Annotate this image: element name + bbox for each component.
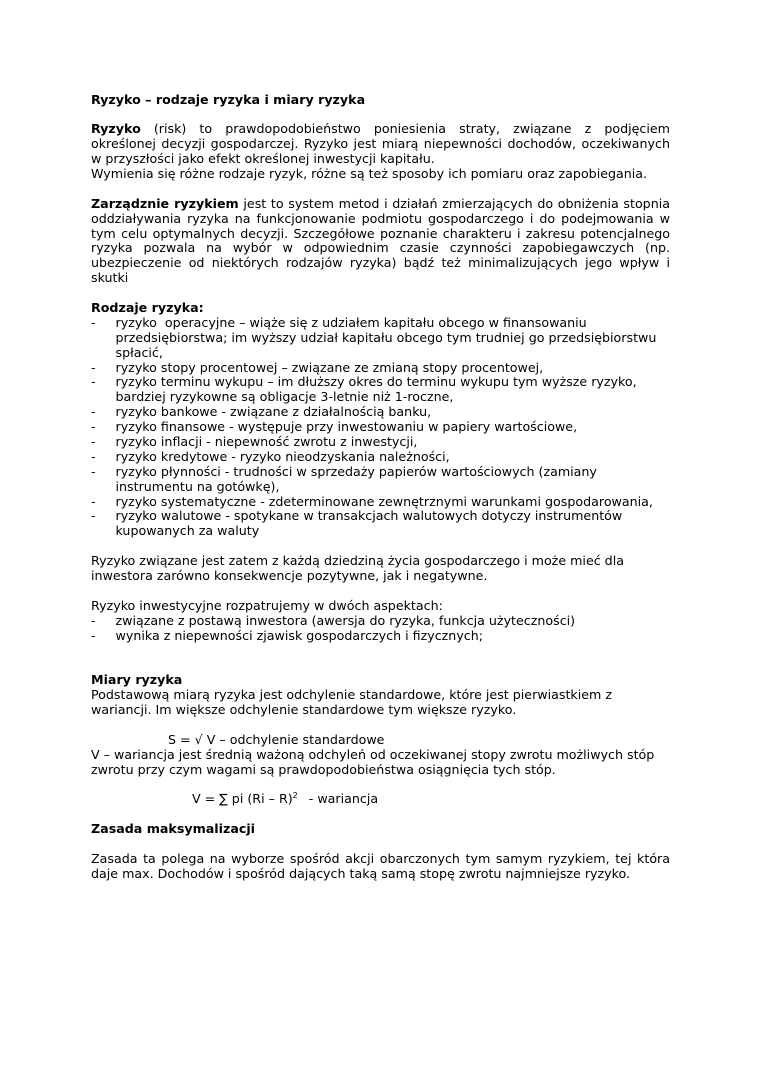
blank-line	[91, 286, 670, 301]
blank-line	[91, 107, 670, 122]
paragraph-line: ubezpieczenie od niektórych rodzajów ryzyka) bądź też minimalizujących jego wpływ i	[91, 255, 670, 271]
list-item-line: związane z postawą inwestora (awersja do ryzyka, funkcja użyteczności)	[115, 612, 576, 628]
risk-management-term: Zarządznie ryzykiem	[91, 195, 239, 211]
maximization-principle-heading: Zasada maksymalizacji	[91, 821, 256, 837]
paragraph-line	[91, 122, 670, 137]
paragraph-line: wariancji. Im większe odchylenie standardowe tym większe ryzyko.	[91, 702, 517, 718]
blank-line	[91, 584, 670, 599]
std-deviation-paragraph	[91, 688, 670, 718]
paragraph-line: inwestora zarówno konsekwencje pozytywne, jak i negatywne.	[91, 568, 488, 583]
list-item-line: ryzyko walutowe - spotykane w transakcjach walutowych dotyczy instrumentów	[115, 508, 623, 524]
risk-type-item	[91, 405, 670, 420]
paragraph-line: w przyszłości jako efekt określonej inwestycji kapitału.	[91, 151, 435, 167]
paragraph-line: daje max. Dochodów i spośród dających taką samą stopę zwrotu najmniejsze ryzyko.	[91, 865, 631, 881]
risk-term: Ryzyko	[91, 121, 141, 137]
list-bullet: -	[91, 448, 96, 464]
variance-formula	[91, 792, 670, 807]
list-item-line: ryzyko systematyczne - zdeterminowane zewnętrznymi warunkami gospodarowania,	[115, 493, 653, 509]
list-bullet: -	[91, 508, 96, 524]
risk-type-item	[91, 361, 670, 376]
investment-risk-aspect-item	[91, 614, 670, 629]
list-item-line: ryzyko operacyjne – wiąże się z udziałem kapitału obcego w finansowaniu	[115, 314, 587, 330]
risk-type-item	[91, 495, 670, 510]
investment-risk-aspects-list	[91, 614, 670, 644]
paragraph-line-text: jest to system metod i działań zmierzających do obniżenia stopnia	[243, 195, 670, 211]
investment-risk-aspect-item	[91, 629, 670, 644]
blank-line	[91, 643, 670, 658]
paragraph-line: oddziaływania ryzyka na funkcjonowanie podmiotu gospodarczego i do podejmowania w	[91, 210, 670, 226]
list-item-line: przedsiębiorstwa; im wyższy udział kapitału obcego tym trudniej go przedsiębiorstwu	[115, 329, 657, 345]
paragraph-line-text: (risk) to prawdopodobieństwo poniesienia straty, związane z podjęciem	[153, 121, 670, 137]
risk-type-item	[91, 435, 670, 450]
list-bullet: -	[91, 493, 96, 509]
paragraph-line: V – wariancja jest średnią ważoną odchyleń od oczekiwanej stopy zwrotu możliwych stóp	[91, 746, 655, 762]
list-bullet: -	[91, 627, 96, 643]
investment-risk-intro: Ryzyko inwestycyjne rozpatrujemy w dwóch aspektach:	[91, 597, 443, 613]
list-item-line: wynika z niepewności zjawisk gospodarczych i fizycznych;	[115, 627, 484, 643]
paragraph-line: tym celu optymalnych decyzji. Szczegółowe poznanie charakteru i zakresu potencjalnego	[91, 225, 670, 241]
risk-management-paragraph	[91, 197, 670, 286]
variance-formula-label: - wariancja	[308, 791, 379, 807]
paragraph-line: zwrotu przy czym wagami są prawdopodobieństwa osiągnięcia tych stóp.	[91, 761, 556, 777]
paragraph-line: Ryzyko związane jest zatem z każdą dziedziną życia gospodarczego i może mieć dla	[91, 553, 624, 569]
paragraph-line: określonej decyzji gospodarczej. Ryzyko jest miarą niepewności dochodów, oczekiwanych	[91, 136, 670, 152]
list-item-line: spłacić,	[115, 344, 163, 360]
list-bullet: -	[91, 463, 96, 479]
list-item-line: ryzyko stopy procentowej – związane ze zmianą stopy procentowej,	[115, 359, 544, 375]
risk-types-list	[91, 316, 670, 539]
list-bullet: -	[91, 612, 96, 628]
risk-type-item	[91, 316, 670, 361]
list-item-line: ryzyko bankowe - związane z działalnością banku,	[115, 404, 432, 420]
document-title: Ryzyko – rodzaje ryzyka i miary ryzyka	[91, 91, 366, 107]
paragraph-line: ryzyka pozwala na wybór w odpowiednim czasie czynności zapobiegawczych (np.	[91, 240, 670, 256]
risk-type-item	[91, 509, 670, 539]
blank-line	[91, 658, 670, 673]
maximization-principle-paragraph	[91, 852, 670, 882]
list-item-line: ryzyko płynności - trudności w sprzedaży papierów wartościowych (zamiany	[115, 463, 597, 479]
blank-line	[91, 837, 670, 852]
list-item-line: ryzyko inflacji - niepewność zwrotu z inwestycji,	[115, 433, 418, 449]
variance-definition-paragraph	[91, 748, 670, 778]
paragraph-line: skutki	[91, 270, 129, 286]
blank-line	[91, 182, 670, 197]
blank-line	[91, 539, 670, 554]
list-bullet: -	[91, 433, 96, 449]
list-item-line: kupowanych za waluty	[115, 523, 260, 539]
risk-type-item	[91, 420, 670, 435]
list-item-line: bardziej ryzykowne są obligacje 3-letnie niż 1-roczne,	[115, 389, 454, 405]
risk-type-item	[91, 375, 670, 405]
list-bullet: -	[91, 404, 96, 420]
paragraph-line: Podstawową miarą ryzyka jest odchylenie standardowe, które jest pierwiastkiem z	[91, 687, 612, 703]
risk-definition-paragraph	[91, 122, 670, 182]
list-bullet: -	[91, 374, 96, 390]
risk-summary-paragraph	[91, 554, 670, 584]
list-item-line: instrumentu na gotówkę),	[115, 478, 280, 494]
blank-line	[91, 718, 670, 733]
paragraph-line	[91, 197, 670, 212]
risk-type-item	[91, 450, 670, 465]
list-item-line: ryzyko terminu wykupu – im dłuższy okres do terminu wykupu tym wyższe ryzyko,	[115, 374, 637, 390]
blank-line	[91, 807, 670, 822]
variance-formula-expression: V = ∑ pi (Ri – R)	[192, 791, 293, 807]
risk-type-item	[91, 465, 670, 495]
risk-measures-heading: Miary ryzyka	[91, 672, 183, 688]
list-bullet: -	[91, 314, 96, 330]
list-bullet: -	[91, 419, 96, 435]
list-item-line: ryzyko kredytowe - ryzyko nieodzyskania należności,	[115, 448, 450, 464]
std-deviation-formula: S = √ V – odchylenie standardowe	[168, 731, 385, 747]
risk-types-note: Wymienia się różne rodzaje ryzyk, różne są też sposoby ich pomiaru oraz zapobiegania.	[91, 165, 648, 181]
list-bullet: -	[91, 359, 96, 375]
blank-line	[91, 777, 670, 792]
variance-formula-exponent: 2	[292, 791, 298, 801]
list-item-line: ryzyko finansowe - występuje przy inwestowaniu w papiery wartościowe,	[115, 419, 578, 435]
paragraph-line: Zasada ta polega na wyborze spośród akcji obarczonych tym samym ryzykiem, tej która	[91, 850, 670, 866]
risk-types-heading: Rodzaje ryzyka:	[91, 299, 204, 315]
